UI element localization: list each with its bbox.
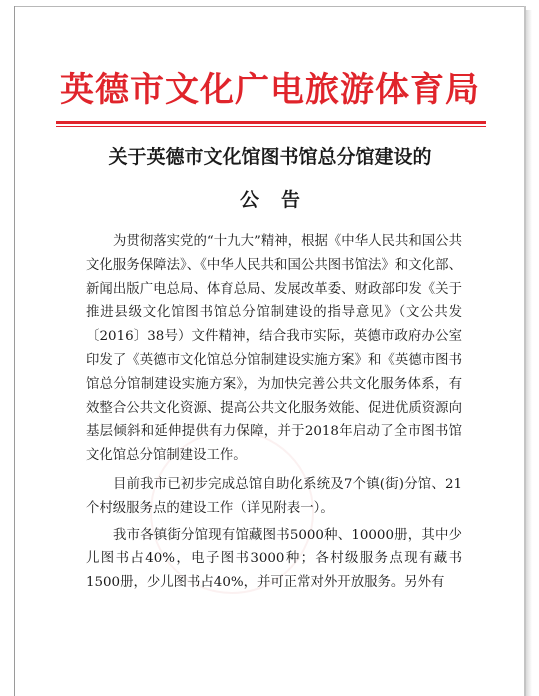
body-paragraph-1: 为贯彻落实党的“十九大”精神，根据《中华人民共和国公共文化服务保障法》、《中华人民共和国公共图书馆法》和文化部、新闻出版广电总局、体育总局、发展改革委、财政部印发《关于推进县级文化馆图书馆总分馆制建设的指导意见》（文公共发〔2016〕38号）文件精神，结合我市实际，英德市政府办公室印发了《英德市文化馆总分馆制建设实施方案》和《英德市图书馆总分馆制建设实施方案》，为加快完善公共文化服务体系，有效整合公共文化资源、提高公共文化服务效能、促进优质资源向基层倾斜和延伸提供有力保障，并于2018年启动了全市图书馆文化馆总分馆制建设工作。 bbox=[86, 234, 462, 464]
page-edge-top bbox=[14, 6, 525, 7]
document-body bbox=[86, 230, 462, 600]
body-paragraph-2: 目前我市已初步完成总馆自助化系统及7个镇(街)分馆、21个村级服务点的建设工作（详见附表一）。 bbox=[86, 476, 462, 516]
document-subtitle: 公告 bbox=[239, 189, 322, 211]
header-red-rule bbox=[56, 121, 486, 124]
agency-header: 英德市文化广电旅游体育局 bbox=[60, 70, 480, 110]
document-title: 关于英德市文化馆图书馆总分馆建设的 bbox=[108, 146, 432, 168]
page-shadow bbox=[526, 10, 532, 696]
body-paragraph-3: 我市各镇街分馆现有馆藏图书5000种、10000册，其中少儿图书占40%，电子图书3000种；各村级服务点现有藏书1500册，少儿图书占40%，并可正常对外开放服务。另外有 bbox=[86, 527, 462, 591]
header-red-rule-thin bbox=[56, 126, 486, 127]
page-edge-left bbox=[14, 6, 15, 696]
